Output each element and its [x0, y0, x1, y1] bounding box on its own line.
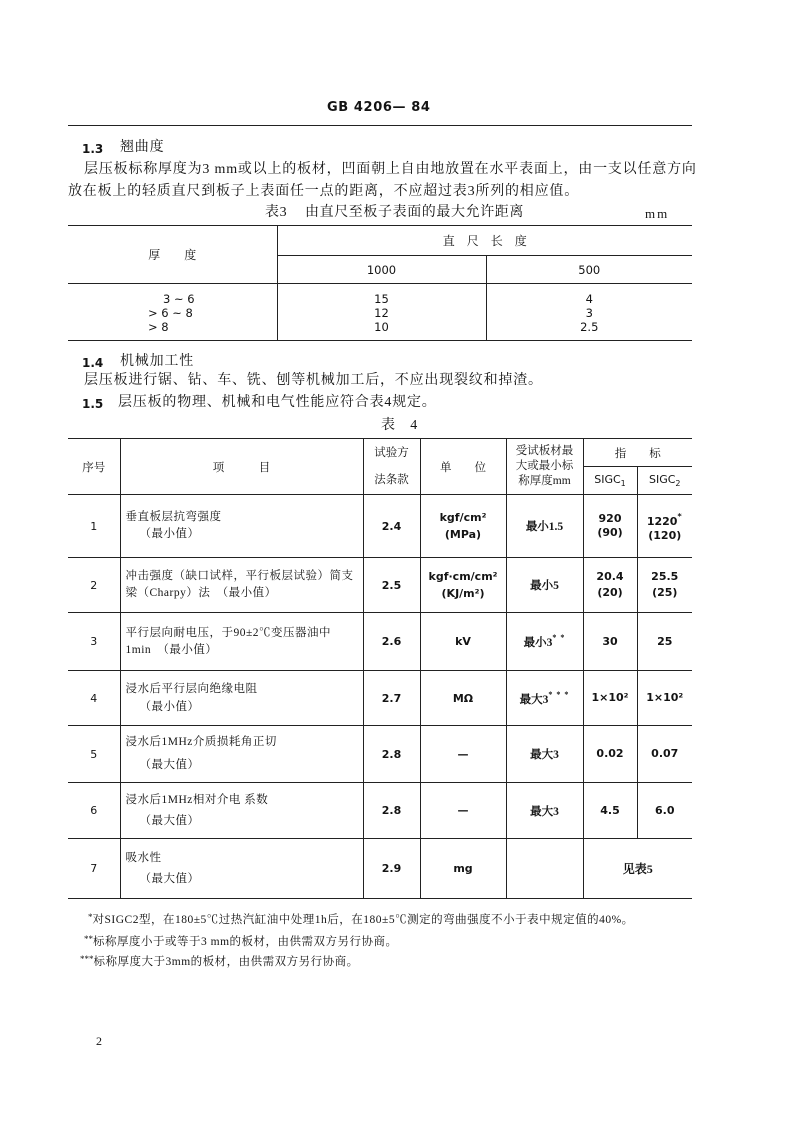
thickness-cell [506, 839, 583, 899]
thickness-cell: > 8 [68, 320, 277, 341]
section-1-3-title: 翘曲度 [120, 140, 165, 155]
footnote-text: 标称厚度小于或等于3 mm的板材，由供需双方另行协商。 [93, 936, 398, 948]
thickness-cell [506, 558, 583, 613]
sigc2-cell [637, 495, 692, 558]
unit-line: kV [455, 635, 471, 648]
unit-cell [420, 839, 506, 899]
unit-header: 单 位 [420, 439, 506, 495]
thickness-value: 最大3 [530, 749, 559, 761]
unit-line: kgf/cm² [439, 511, 487, 524]
footnote-mark: *** [80, 954, 94, 964]
item-cell [120, 613, 363, 671]
unit-cell [420, 671, 506, 726]
table4-header-row [68, 439, 692, 467]
sigc2-value: 25 [657, 634, 673, 648]
thickness-value: 最小5 [530, 580, 559, 592]
table3-header-row [68, 226, 692, 256]
thickness-cell [506, 726, 583, 783]
item-line: （最大值） [139, 759, 200, 771]
table3-unit: mm [645, 206, 670, 221]
grade-subscript: 1 [620, 479, 626, 489]
item-line: （最大值） [139, 814, 200, 827]
thickness-cell: > 6 ~ 8 [68, 306, 277, 320]
item-line: （最小值） [139, 528, 200, 540]
footnote-mark: * [677, 511, 683, 521]
value-1000-cell: 10 [277, 320, 486, 341]
unit-line: kgf·cm/cm² [428, 570, 498, 583]
table4 [68, 438, 692, 899]
table-row [68, 558, 692, 613]
sigc2-cell [637, 613, 692, 671]
test-method-cell: 2.8 [363, 783, 420, 839]
sigc2-line [638, 747, 693, 761]
table-row [68, 613, 692, 671]
test-method-cell: 2.5 [363, 558, 420, 613]
item-cell [120, 783, 363, 839]
serial-number-cell: 1 [68, 495, 120, 558]
serial-number-cell: 6 [68, 783, 120, 839]
serial-number-cell: 7 [68, 839, 120, 899]
value-500-cell: 3 [585, 305, 593, 320]
sigc1-cell [583, 783, 637, 839]
item-cell [120, 839, 363, 899]
item-line: （最小值） [139, 701, 200, 713]
sigc1-line: (20) [597, 586, 623, 599]
sigc1-line: 20.4 [596, 570, 624, 583]
thickness-header-line: 称厚度mm [518, 475, 571, 487]
thickness-cell [506, 495, 583, 558]
test-method-cell: 2.6 [363, 613, 420, 671]
footnote-text: 对SIGC2型，在180±5℃过热汽缸油中处理1h后，在180±5℃测定的弯曲强度不小于表中规定值的40%。 [92, 914, 634, 926]
item-cell [120, 558, 363, 613]
standard-code: GB 4206— 84 [327, 100, 431, 115]
sigc2-line [638, 569, 693, 585]
sigc2-value: 6.0 [655, 803, 675, 817]
thickness-header: 厚 度 [68, 226, 277, 284]
value-500-cell: 2.5 [486, 320, 692, 341]
table-row [68, 284, 692, 306]
sigc2-cell [637, 558, 692, 613]
thickness-value: 最小3 [523, 637, 553, 649]
unit-line: (KJ/m²) [441, 587, 485, 600]
test-method-header-line: 试验方 [374, 446, 409, 459]
sigc2-value: 1220 [646, 514, 678, 528]
sigc2-line [638, 691, 693, 705]
thickness-value: 最大3 [519, 693, 549, 706]
table-row [68, 320, 692, 341]
unit-line: — [457, 804, 469, 817]
sigc1-line: 0.02 [596, 747, 624, 760]
serial-number-cell: 3 [68, 613, 120, 671]
value-1000-cell: 15 [277, 284, 486, 306]
test-method-cell: 2.7 [363, 671, 420, 726]
thickness-header [506, 439, 583, 495]
item-cell [120, 726, 363, 783]
grade-subscript: 2 [675, 479, 681, 489]
ruler-length-500: 500 [486, 256, 692, 284]
test-method-cell: 2.8 [363, 726, 420, 783]
serial-number-header: 序号 [68, 439, 120, 495]
sigc1-line: (90) [597, 526, 623, 539]
sigc1-cell [583, 726, 637, 783]
thickness-header-line: 大或最小标 [515, 460, 574, 472]
sigc2-value: (25) [652, 586, 678, 599]
footnote [84, 933, 398, 949]
unit-line: (MPa) [444, 528, 482, 541]
item-line: 吸水性 [125, 851, 162, 864]
item-line: 浸水后平行层向绝缘电阻 [125, 683, 258, 695]
footnote [80, 953, 359, 969]
sigc2-value: 1×10² [646, 691, 684, 704]
section-1-3-number: 1.3 [82, 142, 104, 156]
item-line: 冲击强度（缺口试样，平行板层试验）简支 [125, 570, 354, 582]
unit-cell [420, 783, 506, 839]
sigc1-cell [583, 495, 637, 558]
footnote-mark: * [88, 912, 93, 922]
footnote-mark: * * * [548, 689, 570, 699]
item-line: 浸水后1MHz相对介电 系数 [125, 793, 269, 806]
section-1-4-number: 1.4 [82, 356, 104, 370]
item-line: 1min （最小值） [125, 643, 218, 656]
value-1000-cell: 12 [277, 306, 486, 320]
sigc2-value: (120) [648, 528, 682, 542]
test-method-header-line: 法条款 [374, 473, 409, 486]
sigc2-cell [637, 783, 692, 839]
sigc2-line [638, 529, 693, 543]
table-row [68, 783, 692, 839]
unit-cell [420, 495, 506, 558]
item-header: 项 目 [120, 439, 363, 495]
table-row [68, 671, 692, 726]
sigc1-cell [583, 613, 637, 671]
table3-label: 表3 [265, 205, 288, 220]
thickness-cell [506, 783, 583, 839]
test-method-header [363, 439, 420, 495]
combined-index-cell: 见表5 [583, 839, 692, 899]
table-row [68, 726, 692, 783]
section-1-4-paragraph: 层压板进行锯、钻、车、铣、刨等机械加工后，不应出现裂纹和掉渣。 [84, 373, 543, 388]
unit-line: — [457, 747, 469, 761]
unit-line: mg [453, 862, 473, 875]
sigc1-line: 1×10² [591, 691, 629, 704]
item-line: （最大值） [139, 872, 200, 885]
item-cell [120, 495, 363, 558]
sigc2-line [638, 585, 693, 601]
thickness-cell [506, 671, 583, 726]
ruler-length-header: 直 尺 长 度 [277, 226, 692, 256]
sigc1-cell [583, 558, 637, 613]
sigc2-cell [637, 671, 692, 726]
sigc2-line [638, 804, 693, 818]
sigc1-line: 4.5 [600, 803, 620, 817]
footnote-mark: * * [552, 633, 566, 642]
table4-caption: 表 4 [381, 418, 418, 433]
item-line: 垂直板层抗弯强度 [125, 511, 222, 523]
serial-number-cell: 4 [68, 671, 120, 726]
thickness-cell [506, 613, 583, 671]
test-method-cell: 2.9 [363, 839, 420, 899]
unit-cell [420, 558, 506, 613]
header-rule [68, 125, 692, 126]
section-1-5-number: 1.5 [82, 397, 104, 411]
item-line: 平行层向耐电压，于90±2℃变压器油中 [125, 626, 332, 639]
table-row [68, 306, 692, 320]
grade-base: SIGC [594, 472, 621, 486]
item-line: 浸水后1MHz介质损耗角正切 [125, 736, 277, 748]
sigc2-value: 0.07 [651, 747, 679, 760]
index-header: 指 标 [583, 439, 692, 467]
thickness-value: 最大3 [530, 805, 559, 818]
section-1-4-title: 机械加工性 [120, 354, 194, 369]
value-500-cell: 4 [585, 291, 593, 306]
section-1-3-paragraph-line: 放在板上的轻质直尺到板子上表面任一点的距离，不应超过表3所列的相应值。 [68, 184, 579, 199]
grade-header-2 [637, 467, 692, 495]
page-number: 2 [96, 1034, 102, 1048]
grade-base: SIGC [648, 472, 676, 486]
sigc1-line: 30 [602, 634, 618, 648]
sigc1-line: 920 [598, 512, 622, 525]
table-row [68, 839, 692, 899]
sigc2-line [638, 510, 693, 529]
footnote [88, 911, 634, 927]
thickness-value: 最小1.5 [525, 521, 564, 533]
test-method-cell: 2.4 [363, 495, 420, 558]
serial-number-cell: 2 [68, 558, 120, 613]
grade-header-1 [583, 467, 637, 495]
sigc2-line [638, 635, 693, 649]
unit-cell [420, 613, 506, 671]
section-1-5-paragraph: 层压板的物理、机械和电气性能应符合表4规定。 [118, 395, 437, 410]
unit-cell [420, 726, 506, 783]
ruler-length-1000: 1000 [277, 256, 486, 284]
section-1-3-paragraph-line: 层压板标称厚度为3 mm或以上的板材，凹面朝上自由地放置在水平表面上，由一支以任意方向 [84, 162, 697, 177]
sigc1-cell [583, 671, 637, 726]
unit-line: MΩ [452, 691, 474, 705]
table3-title: 由直尺至板子表面的最大允许距离 [305, 205, 524, 220]
thickness-cell: 3 ~ 6 [68, 284, 277, 306]
footnote-text: 标称厚度大于3mm的板材，由供需双方另行协商。 [93, 956, 359, 968]
sigc2-value: 25.5 [651, 570, 679, 583]
item-line: 梁（Charpy）法 （最小值） [125, 587, 277, 599]
footnote-mark: ** [84, 934, 93, 944]
item-cell [120, 671, 363, 726]
sigc2-cell [637, 726, 692, 783]
table-row [68, 495, 692, 558]
table3 [68, 225, 692, 341]
serial-number-cell: 5 [68, 726, 120, 783]
thickness-header-line: 受试板材最 [515, 445, 574, 457]
